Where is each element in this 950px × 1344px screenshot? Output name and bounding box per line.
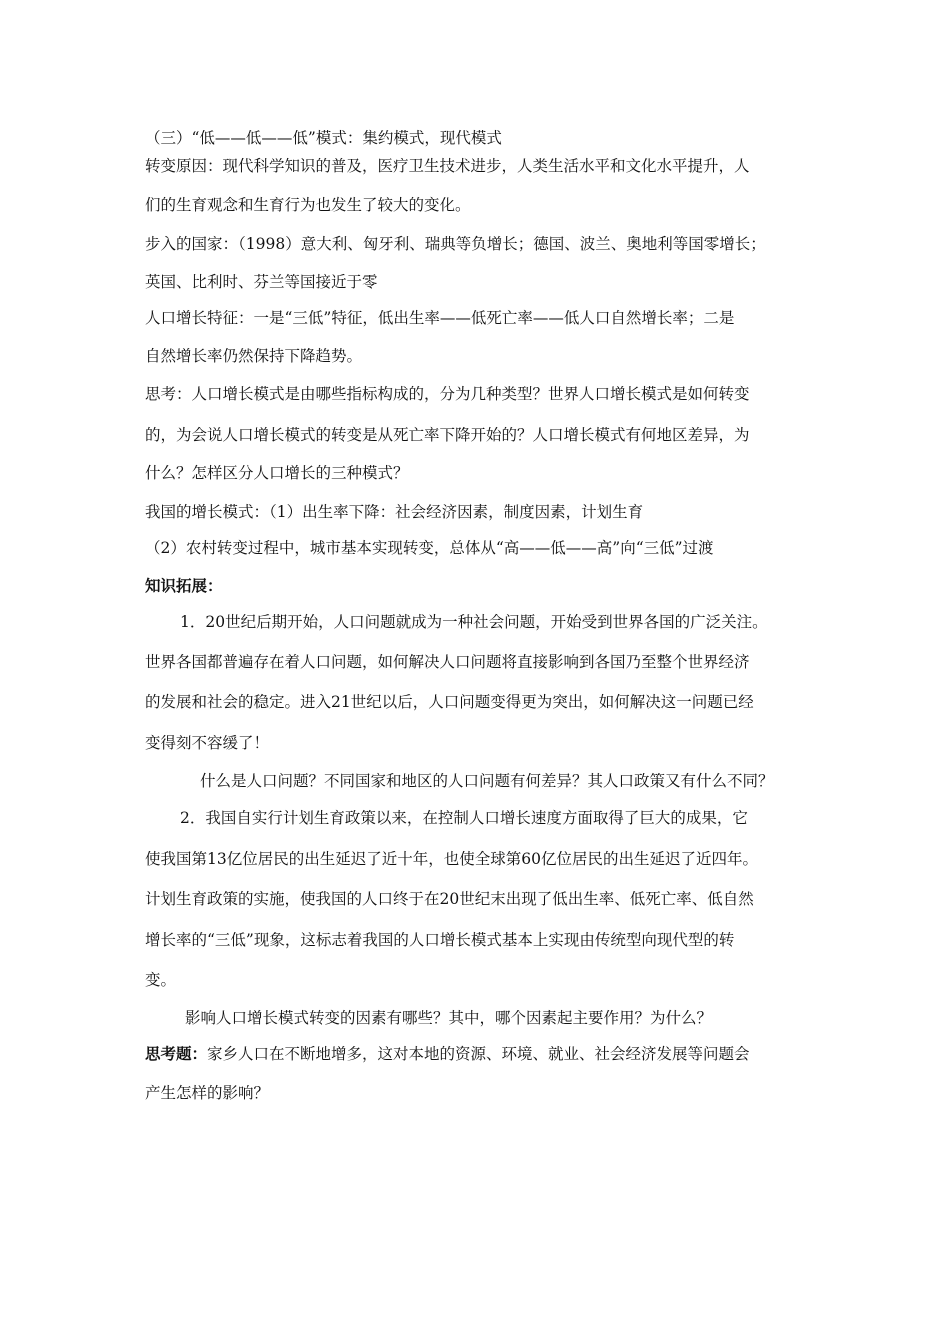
paragraph-line: 使我国第13亿位居民的出生延迟了近十年，也使全球第60亿位居民的出生延迟了近四年。 (145, 850, 758, 868)
thinking-question-text: 家乡人口在不断地增多，这对本地的资源、环境、就业、社会经济发展等问题会 (207, 1045, 750, 1063)
paragraph-line: 自然增长率仍然保持下降趋势。 (145, 347, 363, 365)
paragraph-line: 思考：人口增长模式是由哪些指标构成的，分为几种类型？世界人口增长模式是如何转变 (145, 385, 750, 403)
question-line: 什么是人口问题？不同国家和地区的人口问题有何差异？其人口政策又有什么不同？ (200, 772, 774, 790)
paragraph-line: 的，为会说人口增长模式的转变是从死亡率下降开始的？人口增长模式有何地区差异，为 (145, 426, 750, 444)
paragraph-line: 我国的增长模式：（1）出生率下降：社会经济因素，制度因素，计划生育 (145, 503, 644, 521)
paragraph-line: 英国、比利时、芬兰等国接近于零 (145, 273, 378, 291)
paragraph-line: 世界各国都普遍存在着人口问题，如何解决人口问题将直接影响到各国乃至整个世界经济 (145, 653, 750, 671)
thinking-question-line (145, 1044, 750, 1064)
paragraph-line: 增长率的“三低”现象，这标志着我国的人口增长模式基本上实现由传统型向现代型的转 (145, 931, 735, 949)
paragraph-line: 转变原因：现代科学知识的普及，医疗卫生技术进步，人类生活水平和文化水平提升，人 (145, 157, 750, 175)
paragraph-line: 1．20世纪后期开始，人口问题就成为一种社会问题，开始受到世界各国的广泛关注。 (180, 613, 768, 631)
section-heading: （三）“低——低——低”模式：集约模式，现代模式 (145, 129, 502, 147)
paragraph-line: 步入的国家：（1998）意大利、匈牙利、瑞典等负增长；德国、波兰、奥地利等国零增长； (145, 235, 766, 253)
paragraph-line: 人口增长特征：一是“三低”特征，低出生率——低死亡率——低人口自然增长率；二是 (145, 309, 735, 327)
paragraph-line: 变得刻不容缓了！ (145, 734, 270, 752)
knowledge-extension-heading: 知识拓展： (145, 576, 223, 595)
paragraph-line: 什么？怎样区分人口增长的三种模式？ (145, 464, 409, 482)
paragraph-line: 计划生育政策的实施，使我国的人口终于在20世纪末出现了低出生率、低死亡率、低自然 (145, 890, 754, 908)
paragraph-line: 的发展和社会的稳定。进入21世纪以后，人口问题变得更为突出，如何解决这一问题已经 (145, 693, 754, 711)
paragraph-line: 变。 (145, 971, 177, 989)
paragraph-line: （2）农村转变过程中，城市基本实现转变，总体从“高——低——高”向“三低”过渡 (145, 539, 714, 557)
paragraph-line: 们的生育观念和生育行为也发生了较大的变化。 (145, 196, 471, 214)
paragraph-line: 产生怎样的影响？ (145, 1084, 270, 1102)
question-line: 影响人口增长模式转变的因素有哪些？其中，哪个因素起主要作用？为什么？ (185, 1009, 713, 1027)
paragraph-line: 2．我国自实行计划生育政策以来，在控制人口增长速度方面取得了巨大的成果，它 (180, 809, 748, 827)
thinking-question-label: 思考题： (145, 1044, 208, 1063)
